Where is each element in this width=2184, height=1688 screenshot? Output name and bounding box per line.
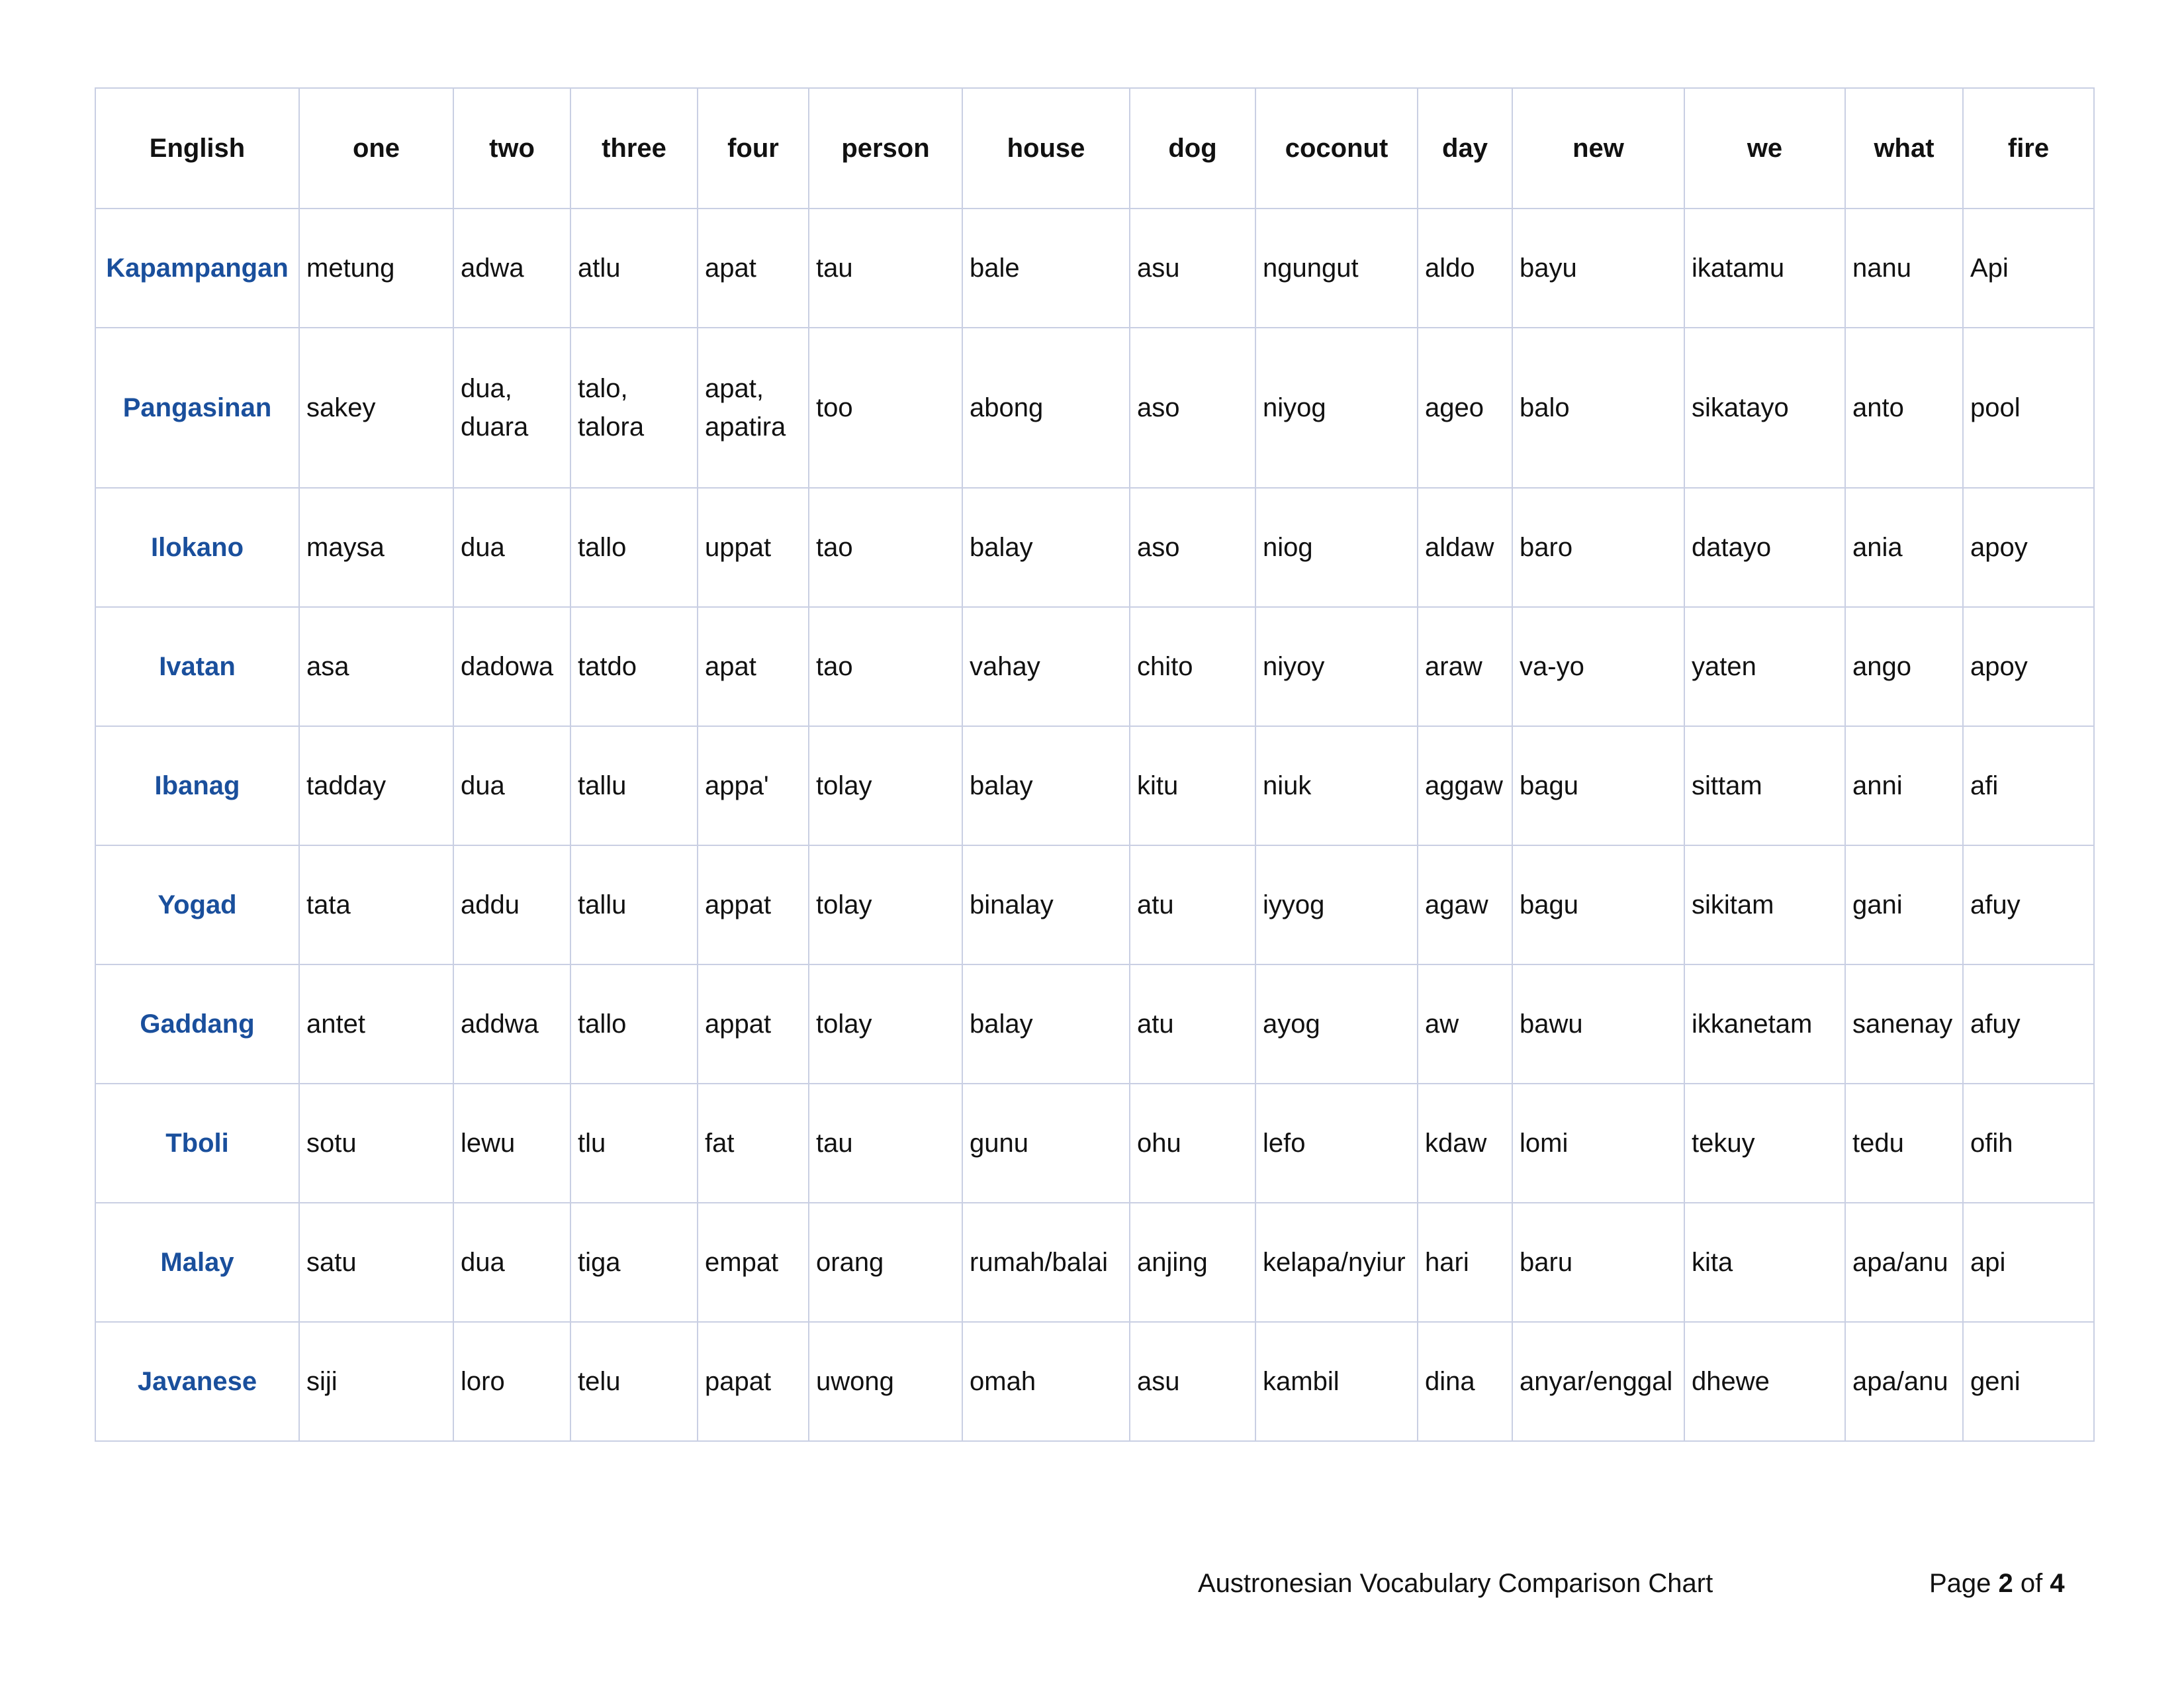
word-cell: va-yo — [1512, 607, 1684, 726]
table-row — [95, 488, 2094, 607]
word-cell: apat — [698, 209, 809, 328]
word-cell: apoy — [1963, 488, 2094, 607]
word-cell: asa — [299, 607, 453, 726]
word-cell: balay — [962, 726, 1130, 845]
word-cell: apat, apatira — [698, 328, 809, 488]
word-cell: siji — [299, 1322, 453, 1441]
language-label: Malay — [95, 1203, 299, 1322]
word-cell: niog — [1255, 488, 1418, 607]
language-label: Javanese — [95, 1322, 299, 1441]
word-cell: anni — [1845, 726, 1963, 845]
footer-title: Austronesian Vocabulary Comparison Chart — [1198, 1569, 1713, 1598]
word-cell: talo, talora — [570, 328, 698, 488]
word-cell: sikatayo — [1684, 328, 1845, 488]
word-cell: ango — [1845, 607, 1963, 726]
word-cell: geni — [1963, 1322, 2094, 1441]
word-cell: ikkanetam — [1684, 964, 1845, 1084]
word-cell: apoy — [1963, 607, 2094, 726]
word-cell: bawu — [1512, 964, 1684, 1084]
word-cell: dina — [1418, 1322, 1512, 1441]
word-cell: araw — [1418, 607, 1512, 726]
word-cell: abong — [962, 328, 1130, 488]
column-header: house — [962, 88, 1130, 209]
column-header: two — [453, 88, 570, 209]
word-cell: baro — [1512, 488, 1684, 607]
word-cell: dua, duara — [453, 328, 570, 488]
language-label: Yogad — [95, 845, 299, 964]
word-cell: aso — [1130, 328, 1255, 488]
table-row — [95, 607, 2094, 726]
word-cell: orang — [809, 1203, 962, 1322]
word-cell: ofih — [1963, 1084, 2094, 1203]
word-cell: aldaw — [1418, 488, 1512, 607]
word-cell: tau — [809, 1084, 962, 1203]
language-label: Ilokano — [95, 488, 299, 607]
word-cell: atu — [1130, 845, 1255, 964]
word-cell: rumah/balai — [962, 1203, 1130, 1322]
word-cell: sittam — [1684, 726, 1845, 845]
word-cell: dua — [453, 726, 570, 845]
word-cell: agaw — [1418, 845, 1512, 964]
word-cell: tolay — [809, 845, 962, 964]
column-header: three — [570, 88, 698, 209]
word-cell: tadday — [299, 726, 453, 845]
word-cell: api — [1963, 1203, 2094, 1322]
word-cell: gunu — [962, 1084, 1130, 1203]
page-prefix: Page — [1929, 1569, 1991, 1598]
word-cell: papat — [698, 1322, 809, 1441]
word-cell: tekuy — [1684, 1084, 1845, 1203]
vocabulary-table — [95, 87, 2095, 1442]
word-cell: dhewe — [1684, 1322, 1845, 1441]
column-header: what — [1845, 88, 1963, 209]
word-cell: hari — [1418, 1203, 1512, 1322]
word-cell: uppat — [698, 488, 809, 607]
column-header: we — [1684, 88, 1845, 209]
word-cell: dadowa — [453, 607, 570, 726]
column-header: coconut — [1255, 88, 1418, 209]
word-cell: afuy — [1963, 845, 2094, 964]
word-cell: apa/anu — [1845, 1322, 1963, 1441]
word-cell: tau — [809, 209, 962, 328]
word-cell: kelapa/nyiur — [1255, 1203, 1418, 1322]
header-row — [95, 88, 2094, 209]
word-cell: kambil — [1255, 1322, 1418, 1441]
column-header: one — [299, 88, 453, 209]
word-cell: aggaw — [1418, 726, 1512, 845]
word-cell: fat — [698, 1084, 809, 1203]
language-label: Pangasinan — [95, 328, 299, 488]
column-header: fire — [1963, 88, 2094, 209]
word-cell: apat — [698, 607, 809, 726]
word-cell: Api — [1963, 209, 2094, 328]
word-cell: metung — [299, 209, 453, 328]
word-cell: niyog — [1255, 328, 1418, 488]
table-row — [95, 1084, 2094, 1203]
language-label: Ibanag — [95, 726, 299, 845]
word-cell: addu — [453, 845, 570, 964]
word-cell: appat — [698, 845, 809, 964]
word-cell: tao — [809, 488, 962, 607]
word-cell: binalay — [962, 845, 1130, 964]
word-cell: baru — [1512, 1203, 1684, 1322]
table-body — [95, 209, 2094, 1441]
word-cell: sikitam — [1684, 845, 1845, 964]
word-cell: addwa — [453, 964, 570, 1084]
word-cell: loro — [453, 1322, 570, 1441]
word-cell: tolay — [809, 964, 962, 1084]
word-cell: sakey — [299, 328, 453, 488]
word-cell: anto — [1845, 328, 1963, 488]
word-cell: gani — [1845, 845, 1963, 964]
word-cell: dua — [453, 1203, 570, 1322]
page-indicator — [1929, 1569, 2065, 1599]
word-cell: empat — [698, 1203, 809, 1322]
word-cell: atlu — [570, 209, 698, 328]
word-cell: sotu — [299, 1084, 453, 1203]
word-cell: ngungut — [1255, 209, 1418, 328]
word-cell: niuk — [1255, 726, 1418, 845]
word-cell: bagu — [1512, 845, 1684, 964]
table-row — [95, 209, 2094, 328]
language-label: Kapampangan — [95, 209, 299, 328]
word-cell: aldo — [1418, 209, 1512, 328]
word-cell: kitu — [1130, 726, 1255, 845]
word-cell: bale — [962, 209, 1130, 328]
word-cell: kdaw — [1418, 1084, 1512, 1203]
word-cell: adwa — [453, 209, 570, 328]
page-current: 2 — [1998, 1569, 2013, 1598]
word-cell: ania — [1845, 488, 1963, 607]
word-cell: uwong — [809, 1322, 962, 1441]
word-cell: lefo — [1255, 1084, 1418, 1203]
word-cell: apa/anu — [1845, 1203, 1963, 1322]
header-label: English — [95, 88, 299, 209]
word-cell: vahay — [962, 607, 1130, 726]
word-cell: appa' — [698, 726, 809, 845]
column-header: day — [1418, 88, 1512, 209]
word-cell: too — [809, 328, 962, 488]
page-of: of — [2020, 1569, 2043, 1598]
word-cell: yaten — [1684, 607, 1845, 726]
word-cell: tiga — [570, 1203, 698, 1322]
word-cell: balay — [962, 488, 1130, 607]
page-total: 4 — [2050, 1569, 2065, 1598]
word-cell: ohu — [1130, 1084, 1255, 1203]
table-row — [95, 726, 2094, 845]
column-header: new — [1512, 88, 1684, 209]
word-cell: lewu — [453, 1084, 570, 1203]
word-cell: chito — [1130, 607, 1255, 726]
table-row — [95, 1203, 2094, 1322]
word-cell: kita — [1684, 1203, 1845, 1322]
word-cell: maysa — [299, 488, 453, 607]
word-cell: nanu — [1845, 209, 1963, 328]
word-cell: balay — [962, 964, 1130, 1084]
language-label: Ivatan — [95, 607, 299, 726]
word-cell: sanenay — [1845, 964, 1963, 1084]
word-cell: tlu — [570, 1084, 698, 1203]
word-cell: ikatamu — [1684, 209, 1845, 328]
word-cell: afuy — [1963, 964, 2094, 1084]
word-cell: appat — [698, 964, 809, 1084]
word-cell: tolay — [809, 726, 962, 845]
column-header: dog — [1130, 88, 1255, 209]
word-cell: telu — [570, 1322, 698, 1441]
word-cell: niyoy — [1255, 607, 1418, 726]
word-cell: tallo — [570, 964, 698, 1084]
word-cell: omah — [962, 1322, 1130, 1441]
word-cell: tata — [299, 845, 453, 964]
word-cell: ayog — [1255, 964, 1418, 1084]
word-cell: tallu — [570, 845, 698, 964]
word-cell: satu — [299, 1203, 453, 1322]
word-cell: afi — [1963, 726, 2094, 845]
word-cell: datayo — [1684, 488, 1845, 607]
word-cell: tatdo — [570, 607, 698, 726]
table-row — [95, 1322, 2094, 1441]
word-cell: tedu — [1845, 1084, 1963, 1203]
word-cell: pool — [1963, 328, 2094, 488]
word-cell: tao — [809, 607, 962, 726]
word-cell: tallu — [570, 726, 698, 845]
word-cell: lomi — [1512, 1084, 1684, 1203]
word-cell: balo — [1512, 328, 1684, 488]
word-cell: bagu — [1512, 726, 1684, 845]
word-cell: aw — [1418, 964, 1512, 1084]
word-cell: asu — [1130, 209, 1255, 328]
word-cell: bayu — [1512, 209, 1684, 328]
word-cell: anjing — [1130, 1203, 1255, 1322]
column-header: person — [809, 88, 962, 209]
word-cell: tallo — [570, 488, 698, 607]
table-row — [95, 328, 2094, 488]
word-cell: atu — [1130, 964, 1255, 1084]
language-label: Gaddang — [95, 964, 299, 1084]
word-cell: iyyog — [1255, 845, 1418, 964]
column-header: four — [698, 88, 809, 209]
table-row — [95, 845, 2094, 964]
language-label: Tboli — [95, 1084, 299, 1203]
word-cell: antet — [299, 964, 453, 1084]
word-cell: aso — [1130, 488, 1255, 607]
word-cell: asu — [1130, 1322, 1255, 1441]
table-row — [95, 964, 2094, 1084]
word-cell: dua — [453, 488, 570, 607]
word-cell: anyar/enggal — [1512, 1322, 1684, 1441]
word-cell: ageo — [1418, 328, 1512, 488]
